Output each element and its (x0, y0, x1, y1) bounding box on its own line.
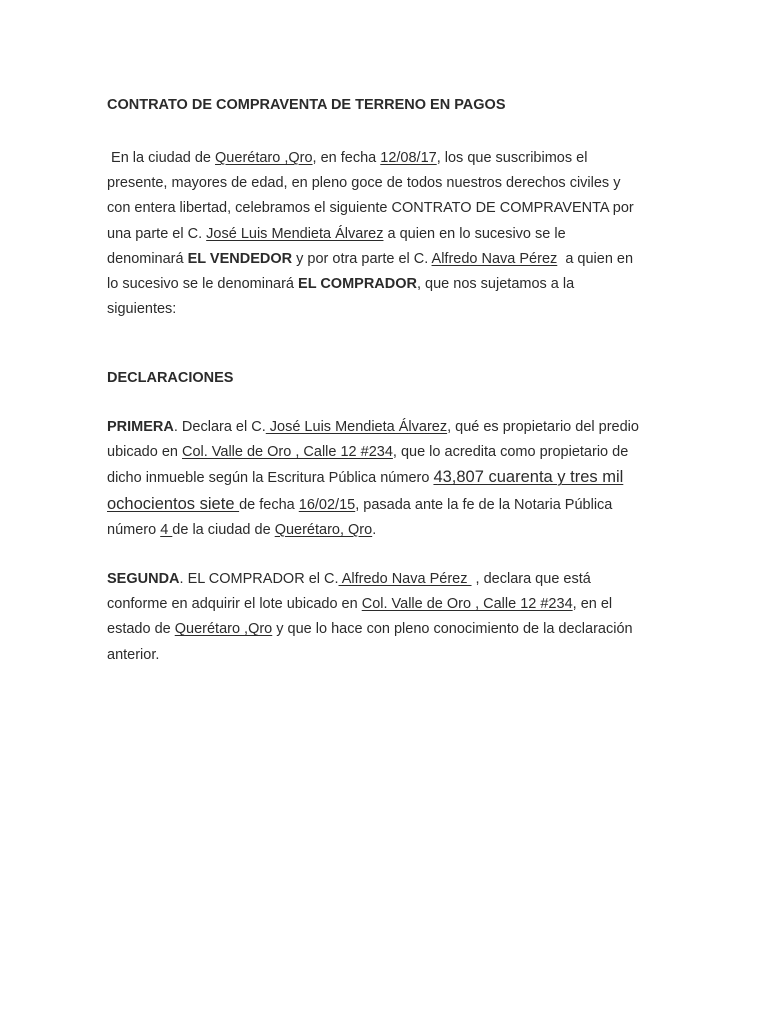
text: . EL COMPRADOR el C. (179, 571, 339, 587)
primera-line-2 (107, 440, 667, 465)
primera-line-3 (107, 465, 667, 491)
text: , qué es propietario del predio (447, 419, 639, 435)
intro-line-4 (107, 222, 667, 247)
text: ubicado en (107, 444, 182, 461)
text: y que lo hace con pleno conocimiento de la declaración (272, 621, 633, 638)
text: lo sucesivo se le denominará (107, 276, 299, 293)
text: . Declara el C. (173, 419, 266, 435)
segunda-paragraph (107, 567, 667, 668)
address-field: Col. Valle de Oro , Calle 12 #234 (181, 444, 393, 461)
text: y por otra parte el C. (292, 250, 432, 267)
text: estado de (107, 621, 175, 638)
primera-line-1 (107, 415, 667, 440)
text: conforme en adquirir el lote ubicado en (107, 596, 362, 613)
buyer-name-field: Alfredo Nava Pérez (431, 250, 558, 267)
text: , que nos sujetamos a la (417, 276, 575, 293)
declarations-heading: DECLARACIONES (107, 370, 234, 386)
intro-line-7: siguientes: (107, 301, 177, 318)
state-field: Querétaro ,Qro (174, 621, 273, 638)
text: , pasada ante la fe de la Notaria Pública (355, 496, 613, 513)
segunda-line-1 (107, 567, 667, 592)
intro-line-6 (107, 272, 667, 297)
address-field: Col. Valle de Oro , Calle 12 #234 (361, 596, 573, 613)
segunda-line-3 (107, 617, 667, 642)
deed-number-words-field: ochocientos siete (107, 494, 240, 513)
text: de fecha (239, 496, 299, 513)
text: En la ciudad de (107, 150, 216, 166)
seller-name-field: José Luis Mendieta Álvarez (265, 419, 448, 435)
intro-line-5 (107, 247, 667, 272)
text: de la ciudad de (172, 521, 275, 538)
seller-role: EL VENDEDOR (187, 250, 293, 267)
text: denominará (107, 250, 188, 267)
primera-line-4 (107, 492, 667, 518)
document-title: CONTRATO DE COMPRAVENTA DE TERRENO EN PAGOS (107, 97, 506, 113)
text: , en el (572, 596, 613, 613)
segunda-label: SEGUNDA (107, 571, 180, 587)
text: a quien en lo sucesivo se le (383, 225, 566, 242)
text: a quien en (557, 250, 634, 267)
deed-date-field: 16/02/15 (298, 496, 356, 513)
text: dicho inmueble según la Escritura Pública número (107, 470, 434, 487)
notary-number-field: 4 (160, 521, 173, 538)
intro-line-3: con entera libertad, celebramos el siguiente CONTRATO DE COMPRAVENTA por (107, 200, 634, 217)
city-field: Querétaro ,Qro (215, 150, 313, 166)
text: , los que suscribimos el (436, 150, 588, 166)
segunda-line-2 (107, 592, 667, 617)
seller-name-field: José Luis Mendieta Álvarez (206, 225, 384, 242)
date-field: 12/08/17 (380, 150, 437, 166)
text: una parte el C. (107, 225, 207, 242)
primera-label: PRIMERA (107, 419, 174, 435)
text: número (107, 521, 161, 538)
intro-line-2: presente, mayores de edad, en pleno goce de todos nuestros derechos civiles y (107, 175, 621, 192)
intro-paragraph (107, 146, 667, 322)
intro-line-1 (107, 146, 667, 171)
notary-city-field: Querétaro, Qro (274, 521, 373, 538)
text: , que lo acredita como propietario de (392, 444, 629, 461)
text: , declara que está (471, 571, 591, 587)
text: , en fecha (312, 150, 381, 166)
segunda-line-4: anterior. (107, 646, 160, 663)
deed-number-field: 43,807 cuarenta y tres mil (433, 468, 624, 487)
buyer-role: EL COMPRADOR (298, 276, 417, 293)
text: . (372, 521, 377, 538)
buyer-name-field: Alfredo Nava Pérez (338, 571, 472, 587)
primera-paragraph (107, 415, 667, 543)
primera-line-5 (107, 518, 667, 543)
